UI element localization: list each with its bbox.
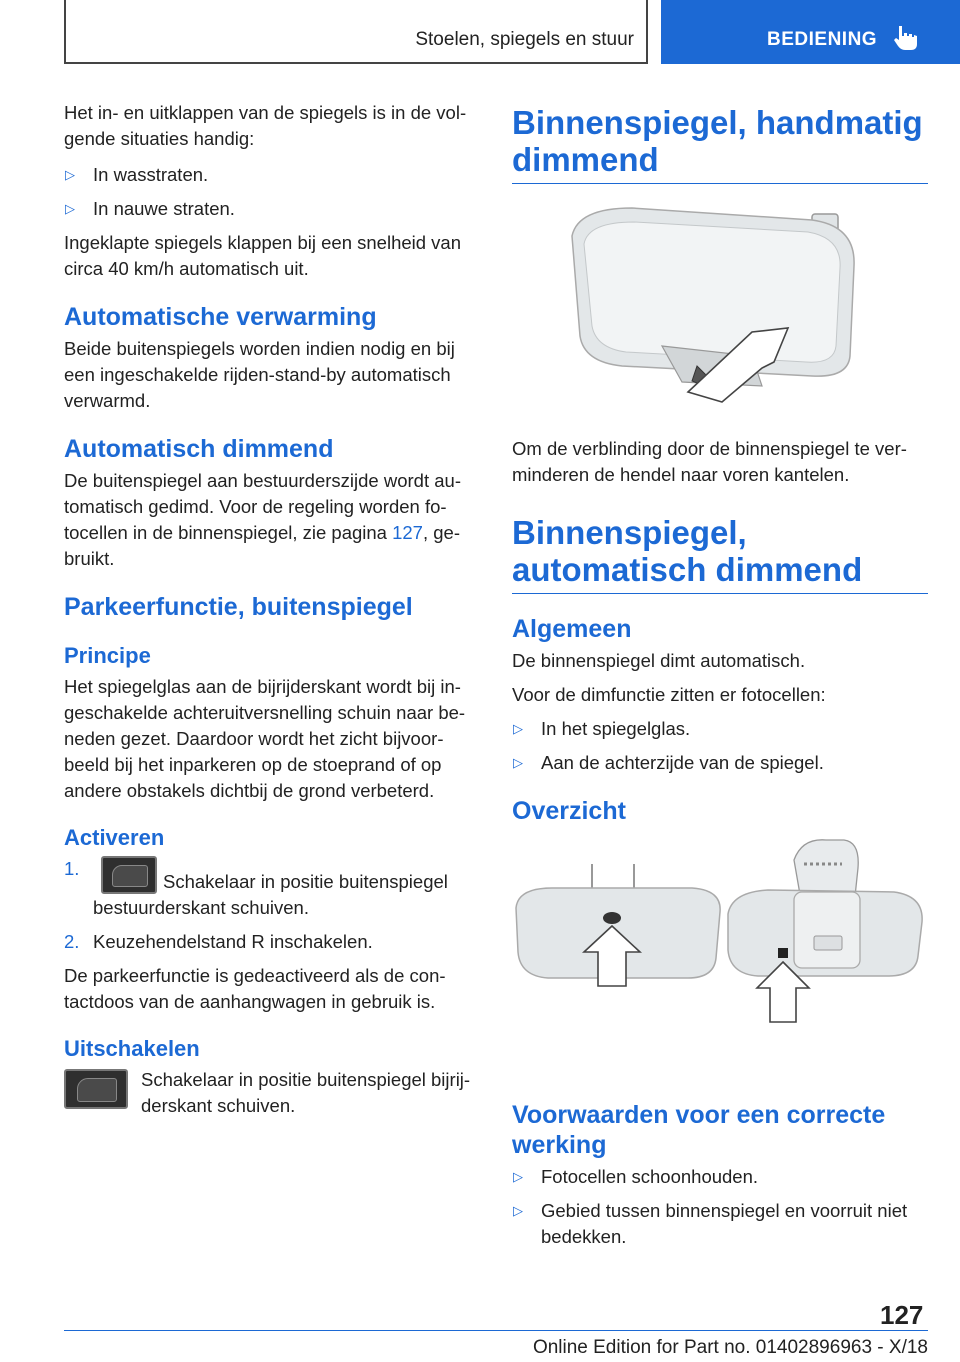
manual-dimming-mirror-image [512,196,928,422]
deactivate-row [64,1067,476,1137]
header-chapter-tab[interactable] [661,0,960,64]
heading-parkeerfunctie: Parkeerfunctie, buitenspiegel [64,593,413,621]
general-paragraph-2: Voor de dimfunctie zitten er fotocellen: [512,684,826,705]
step-item: 1. Schakelaar in positie buitenspiegel bestuurderskant schuiven. [64,858,448,918]
step-item: 2. Keuzehendelstand R inschakelen. [64,931,373,952]
triangle-bullet-icon: ▷ [513,1169,523,1184]
header-section-box [64,0,648,64]
intro-paragraph: Het in- en uitklappen van de spiegels is in de volgende situaties handig: [64,102,467,149]
triangle-bullet-icon: ▷ [513,1203,523,1218]
header-section-title: Stoelen, spiegels en stuur [415,29,634,50]
intro-bullet-list [64,162,476,222]
page-link[interactable]: 127 [392,522,423,543]
mirror-switch-icon [101,856,157,894]
heading-uitschakelen: Uitschakelen [64,1036,200,1061]
triangle-bullet-icon: ▷ [65,167,75,182]
manual-paragraph: Om de verblinding door de binnenspiegel te verminderen de hendel naar voren kantelen. [512,438,907,485]
conditions-bullet-list [512,1164,928,1250]
list-item: ▷ Fotocellen schoonhouden. [512,1164,928,1190]
list-item: ▷ Gebied tussen binnenspiegel en voorruit niet bedekken. [513,1200,908,1247]
general-paragraph-1: De binnenspiegel dimt automatisch. [512,650,806,671]
heading-activeren: Activeren [64,825,165,850]
triangle-bullet-icon: ▷ [65,201,75,216]
list-item: ▷ In wasstraten. [64,162,476,188]
list-item: ▷ In nauwe straten. [64,196,476,222]
heading-automatische-verwarming: Automatische verwarming [64,303,377,331]
heading-principe: Principe [64,643,151,668]
mirror-switch-icon [64,1069,128,1109]
header-chapter-label: BEDIENING [767,29,878,50]
hand-pointer-icon [893,24,919,52]
list-item: ▷ In het spiegelglas. [512,716,928,742]
left-column [64,100,476,1137]
footer-edition: Online Edition for Part no. 01402896963 - X/18 [532,1337,928,1358]
heading-automatisch-dimmend: Automatisch dimmend [64,435,334,463]
activate-after-paragraph: De parkeerfunctie is gedeactiveerd als de contactdoos van de aanhangwagen in gebruik is. [64,965,446,1012]
deactivate-text: Schakelaar in positie buitenspiegel bijrijderskant schuiven. [141,1069,471,1116]
photocell-bullet-list [512,716,928,776]
heading-voorwaarden: Voorwaarden voor een correcte werking [512,1101,886,1159]
heat-paragraph: Beide buitenspiegels worden indien nodig en bij een ingeschakelde rijden-stand-by automatisch verwarmd. [64,338,455,411]
page-number: 127 [880,1300,924,1330]
dim-paragraph: De buitenspiegel aan bestuurderszijde wordt automatisch gedimd. Voor de regeling worden fotocellen in de binnenspiegel, zie pagina 127, gebruikt. [64,470,461,569]
heading-algemeen: Algemeen [512,615,632,643]
footer-rule [64,1330,928,1331]
intro-after-paragraph: Ingeklapte spiegels klappen bij een snelheid van circa 40 km/h automatisch uit. [64,232,462,279]
triangle-bullet-icon: ▷ [513,755,523,770]
triangle-bullet-icon: ▷ [513,721,523,736]
right-column [512,100,928,1258]
list-item: ▷ Aan de achterzijde van de spiegel. [512,750,928,776]
heading-binnenspiegel-automatisch: Binnenspiegel, automatisch dimmend [512,514,928,594]
mirror-overview-image [512,830,928,1080]
heading-binnenspiegel-handmatig: Binnenspiegel, handmatig dimmend [512,104,928,184]
principe-paragraph: Het spiegelglas aan de bijrijderskant wordt bij ingeschakelde achteruitversnelling schuin naar beneden gezet. Daardoor wordt het zicht bijvoorbeeld bij het inparkeren op de stoeprand of op andere obstakels dichtbij de grond verbeterd. [64,676,466,801]
activate-steps [64,856,476,955]
heading-overzicht: Overzicht [512,797,626,825]
